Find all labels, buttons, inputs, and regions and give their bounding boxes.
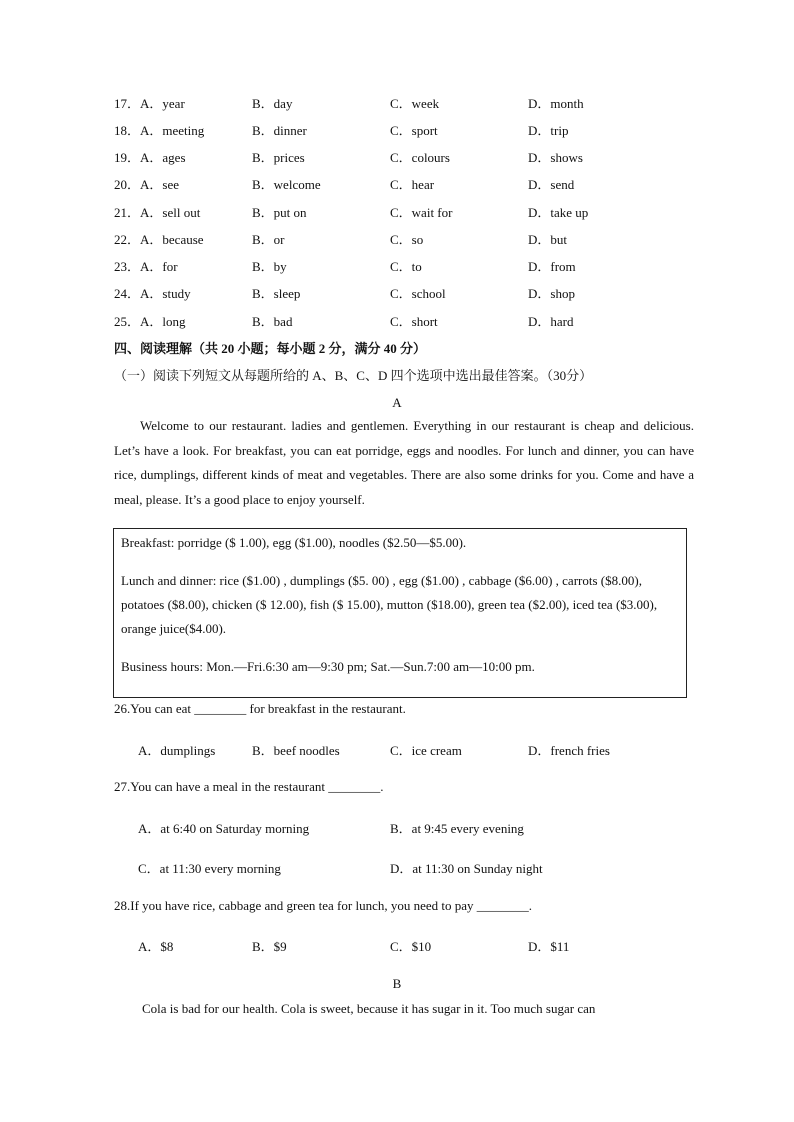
passage-a-paragraph: Welcome to our restaurant. ladies and gentlemen. Everything in our restaurant is cheap and delicious. Let’s have a look. For breakfast, you can eat porridge, eggs and noodles. For lunch and dinner, you can have rice, dumplings, different kinds of meat and vegetables. There are also some drinks for you. Come and have a meal, please. It’s a good place to enjoy yourself. bbox=[114, 418, 694, 507]
option-d: D．hard bbox=[528, 314, 574, 329]
option-c: C．sport bbox=[390, 123, 438, 138]
option-d[interactable]: D．$11 bbox=[528, 939, 570, 954]
option-b: B．sleep bbox=[252, 286, 301, 301]
passage-b-label: B bbox=[392, 976, 402, 991]
option-row-20 bbox=[114, 177, 674, 195]
option-d[interactable]: D．at 11:30 on Sunday night bbox=[390, 861, 543, 876]
option-c: C．to bbox=[390, 259, 422, 274]
option-b[interactable]: B．beef noodles bbox=[252, 743, 340, 758]
passage-a-text bbox=[114, 414, 694, 512]
option-a[interactable]: A．dumplings bbox=[138, 743, 216, 758]
option-row-22 bbox=[114, 232, 674, 250]
option-row-17 bbox=[114, 96, 674, 114]
option-c[interactable]: C．$10 bbox=[390, 939, 432, 954]
option-b: B．day bbox=[252, 96, 293, 111]
option-b[interactable]: B．$9 bbox=[252, 939, 287, 954]
option-c: C．week bbox=[390, 96, 440, 111]
option-number: 25．A．long bbox=[114, 314, 186, 329]
option-number: 22．A．because bbox=[114, 232, 204, 247]
option-b: B．prices bbox=[252, 150, 305, 165]
question-27-options-row1 bbox=[138, 818, 698, 836]
option-b: B．or bbox=[252, 232, 285, 247]
option-c: C．hear bbox=[390, 177, 435, 192]
option-number: 23．A．for bbox=[114, 259, 178, 274]
option-d: D．from bbox=[528, 259, 576, 274]
question-27-stem: 27.You can have a meal in the restaurant ________. bbox=[114, 779, 384, 794]
option-d: D．send bbox=[528, 177, 575, 192]
question-28-stem: 28.If you have rice, cabbage and green tea for lunch, you need to pay ________. bbox=[114, 898, 533, 913]
menu-business-hours: Business hours: Mon.—Fri.6:30 am—9:30 pm; Sat.—Sun.7:00 am—10:00 pm. bbox=[121, 659, 535, 674]
option-row-18 bbox=[114, 123, 674, 141]
passage-a-label: A bbox=[392, 395, 402, 410]
option-b[interactable]: B．at 9:45 every evening bbox=[390, 821, 524, 836]
option-d: D．take up bbox=[528, 205, 589, 220]
option-c[interactable]: C．at 11:30 every morning bbox=[138, 861, 281, 876]
option-b: B．by bbox=[252, 259, 287, 274]
option-number: 21．A．sell out bbox=[114, 205, 201, 220]
option-row-25 bbox=[114, 314, 674, 332]
passage-b-text: Cola is bad for our health. Cola is sweet, because it has sugar in it. Too much sugar can bbox=[142, 1001, 596, 1016]
option-c: C．school bbox=[390, 286, 446, 301]
option-c[interactable]: C．ice cream bbox=[390, 743, 462, 758]
menu-breakfast: Breakfast: porridge ($ 1.00), egg ($1.00), noodles ($2.50—$5.00). bbox=[121, 535, 467, 550]
question-28-options bbox=[138, 936, 698, 954]
option-c: C．wait for bbox=[390, 205, 453, 220]
option-number: 19．A．ages bbox=[114, 150, 186, 165]
option-number: 17．A．year bbox=[114, 96, 185, 111]
option-number: 24．A．study bbox=[114, 286, 191, 301]
option-a[interactable]: A．$8 bbox=[138, 939, 174, 954]
option-number: 20．A．see bbox=[114, 177, 180, 192]
option-c: C．so bbox=[390, 232, 424, 247]
question-26-options bbox=[138, 740, 698, 758]
section-instructions: （一）阅读下列短文从每题所给的 A、B、C、D 四个选项中选出最佳答案。（30分） bbox=[114, 368, 593, 383]
menu-lunch-dinner: Lunch and dinner: rice ($1.00) , dumplings ($5. 00) , egg ($1.00) , cabbage ($6.00) , carrots ($8.00), potatoes ($8.00), chicken ($ 12.00), fish ($ 15.00), mutton ($18.00), green tea ($2.00), iced tea ($3.00), orange juice($4.00). bbox=[121, 573, 658, 636]
question-27-options-row2 bbox=[138, 858, 698, 876]
option-c: C．short bbox=[390, 314, 438, 329]
option-row-23 bbox=[114, 259, 674, 277]
option-b: B．dinner bbox=[252, 123, 307, 138]
option-d: D．shows bbox=[528, 150, 583, 165]
option-d[interactable]: D．french fries bbox=[528, 743, 610, 758]
option-b: B．welcome bbox=[252, 177, 321, 192]
option-b: B．put on bbox=[252, 205, 307, 220]
option-c: C．colours bbox=[390, 150, 450, 165]
option-d: D．month bbox=[528, 96, 584, 111]
option-d: D．but bbox=[528, 232, 568, 247]
section-title: 四、阅读理解（共 20 小题；每小题 2 分，满分 40 分） bbox=[114, 341, 427, 356]
option-row-21 bbox=[114, 205, 674, 223]
question-26-stem: 26.You can eat ________ for breakfast in the restaurant. bbox=[114, 701, 406, 716]
menu-box bbox=[113, 528, 687, 698]
option-a[interactable]: A．at 6:40 on Saturday morning bbox=[138, 821, 310, 836]
option-number: 18．A．meeting bbox=[114, 123, 205, 138]
option-b: B．bad bbox=[252, 314, 293, 329]
option-row-19 bbox=[114, 150, 674, 168]
option-d: D．shop bbox=[528, 286, 575, 301]
option-row-24 bbox=[114, 286, 674, 304]
option-d: D．trip bbox=[528, 123, 569, 138]
